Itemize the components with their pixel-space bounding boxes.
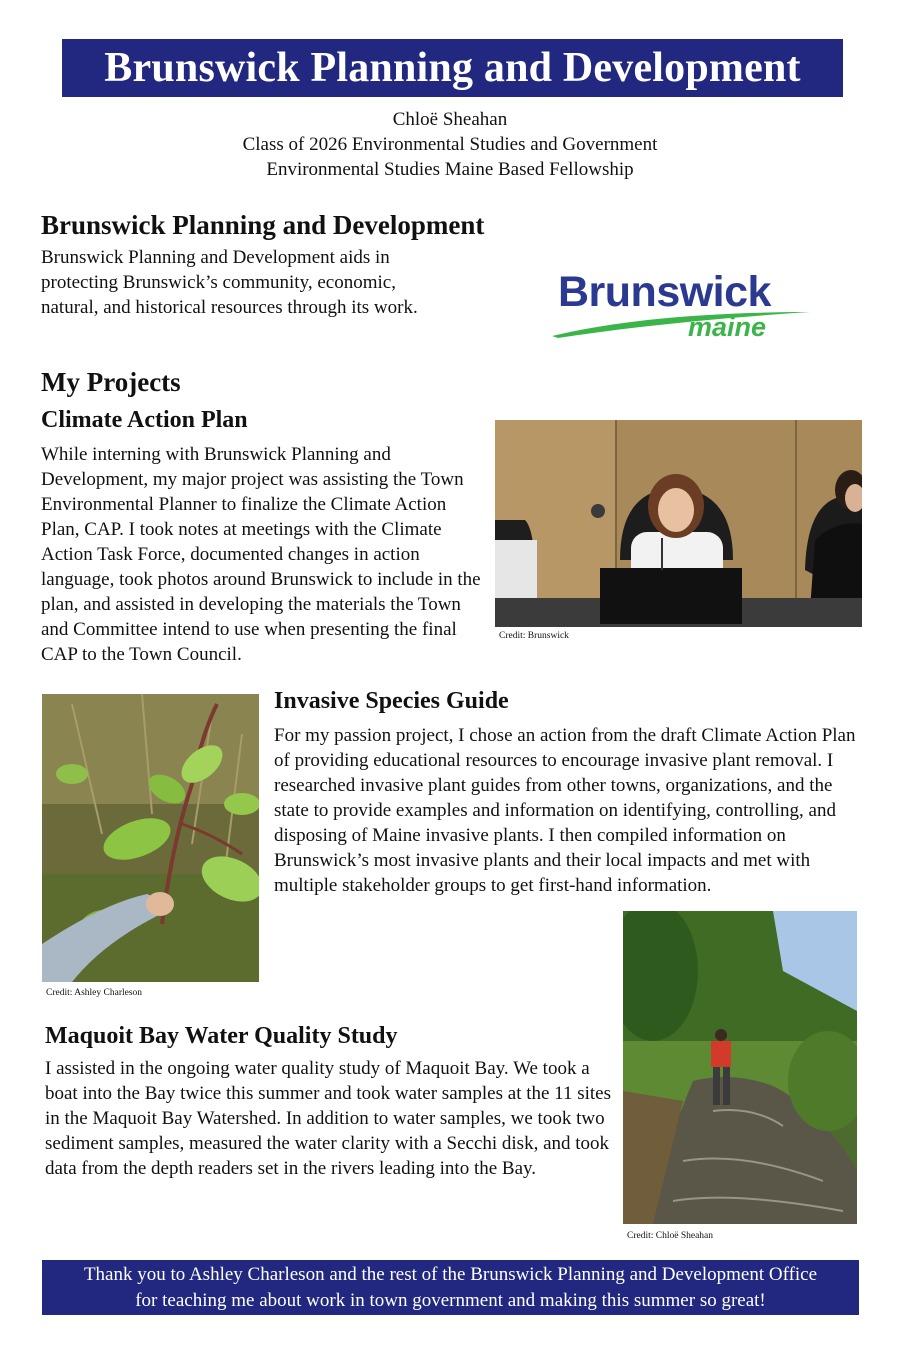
climate-title: Climate Action Plan xyxy=(41,407,248,433)
invasive-photo-credit: Credit: Ashley Charleson xyxy=(46,988,143,998)
fellowship-line: Environmental Studies Maine Based Fellowship xyxy=(266,159,634,180)
poster-title-banner xyxy=(62,39,843,97)
thank-you-line-1: Thank you to Ashley Charleson and the rest of the Brunswick Planning and Development Office xyxy=(83,1264,818,1285)
class-line: Class of 2026 Environmental Studies and Government xyxy=(242,134,658,155)
meeting-photo xyxy=(495,420,862,627)
brunswick-maine-logo xyxy=(548,262,818,342)
thank-you-banner xyxy=(42,1260,859,1315)
maquoit-text: I assisted in the ongoing water quality study of Maquoit Bay. We took a boat into the Bay twice this summer and took water samples at the 11 sites in the Maquoit Bay Watershed. In addition to water samples, we took two sediment samples, measured the water clarity with a Secchi disk, and took data from the depth readers set in the rivers leading into the Bay. xyxy=(45,1058,612,1179)
logo-word: Brunswick xyxy=(558,268,771,316)
invasive-text: For my passion project, I chose an action from the draft Climate Action Plan of providing educational resources to encourage invasive plant removal. I researched invasive plant guides from other towns, organizations, and the state to provide examples and information on identifying, controlling, and disposing of Maine invasive plants. I then compiled information on Brunswick’s most invasive plants and their local impacts and met with multiple stakeholder groups to get first-hand information. xyxy=(274,725,856,896)
projects-heading: My Projects xyxy=(41,367,181,397)
invasive-plant-photo xyxy=(42,694,259,982)
poster-title: Brunswick Planning and Development xyxy=(104,45,801,91)
climate-text: While interning with Brunswick Planning and Development, my major project was assisting the Town Environmental Planner to finalize the Climate Action Plan, CAP. I took notes at meetings with the Climate Action Task Force, documented changes in action language, took photos around Brunswick to include in the plan, and assisted in developing the materials the Town and Committee intend to use when presenting the final CAP to the Town Council. xyxy=(41,444,481,665)
logo-sub: maine xyxy=(688,312,767,342)
maquoit-stream-photo xyxy=(623,911,857,1224)
about-text: Brunswick Planning and Development aids in protecting Brunswick’s community, economic, natural, and historical resources through its work. xyxy=(41,247,418,318)
maquoit-title: Maquoit Bay Water Quality Study xyxy=(45,1023,398,1049)
invasive-title: Invasive Species Guide xyxy=(274,688,509,714)
author-name: Chloë Sheahan xyxy=(392,109,508,130)
maquoit-photo-credit: Credit: Chloë Sheahan xyxy=(627,1231,714,1241)
about-heading: Brunswick Planning and Development xyxy=(41,210,485,240)
byline xyxy=(0,107,900,182)
climate-photo-credit: Credit: Brunswick xyxy=(499,631,569,641)
thank-you-line-2: for teaching me about work in town government and making this summer so great! xyxy=(135,1290,766,1311)
